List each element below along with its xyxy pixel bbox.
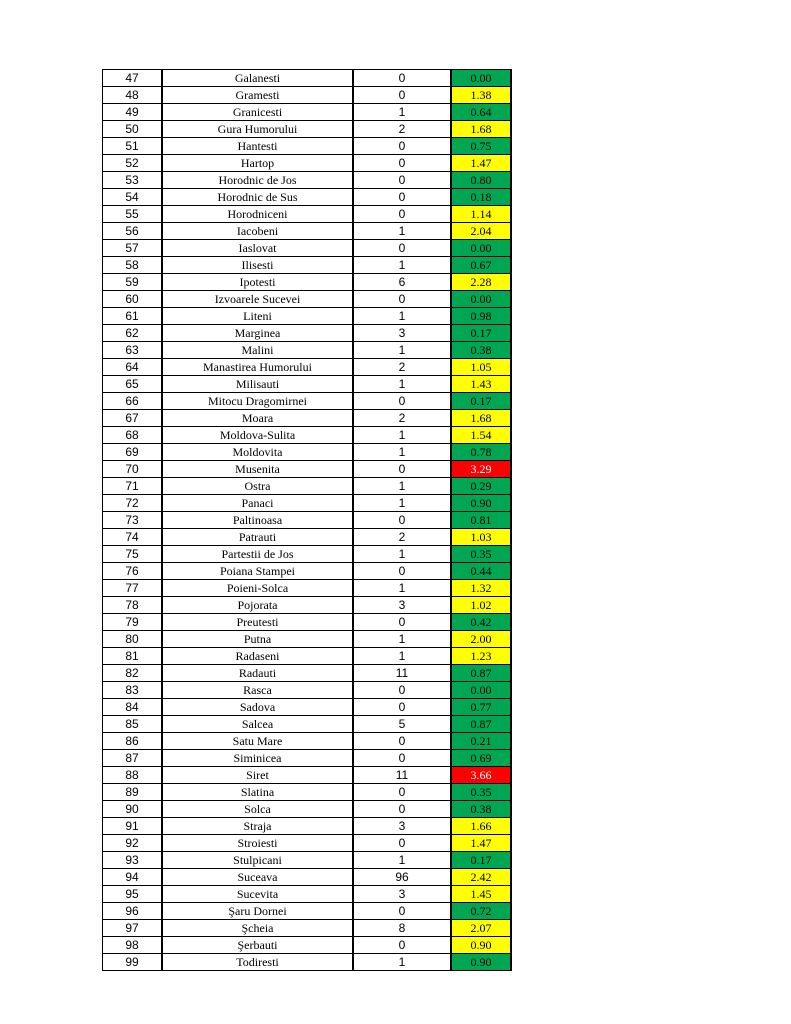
locality-name-cell: Ipotesti [162, 274, 353, 291]
rate-cell: 1.38 [451, 87, 511, 104]
row-number-cell: 58 [103, 257, 163, 274]
rate-cell: 0.21 [451, 733, 511, 750]
locality-name-cell: Sadova [162, 699, 353, 716]
rate-cell: 3.29 [451, 461, 511, 478]
row-number-cell: 89 [103, 784, 163, 801]
locality-name-cell: Hartop [162, 155, 353, 172]
table-row [103, 223, 512, 240]
locality-name-cell: Izvoarele Sucevei [162, 291, 353, 308]
table-row [103, 444, 512, 461]
table-row [103, 903, 512, 920]
row-number-cell: 84 [103, 699, 163, 716]
table-row [103, 308, 512, 325]
rate-cell: 0.90 [451, 954, 511, 971]
table-row [103, 631, 512, 648]
table-row [103, 359, 512, 376]
table-row [103, 869, 512, 886]
count-cell: 1 [353, 580, 451, 597]
locality-name-cell: Moldova-Sulita [162, 427, 353, 444]
table-row [103, 648, 512, 665]
rate-cell: 1.47 [451, 155, 511, 172]
locality-name-cell: Gura Humorului [162, 121, 353, 138]
row-number-cell: 87 [103, 750, 163, 767]
row-number-cell: 94 [103, 869, 163, 886]
rate-cell: 1.45 [451, 886, 511, 903]
locality-name-cell: Horodnic de Jos [162, 172, 353, 189]
count-cell: 5 [353, 716, 451, 733]
row-number-cell: 65 [103, 376, 163, 393]
count-cell: 0 [353, 87, 451, 104]
table-row [103, 291, 512, 308]
locality-name-cell: Sucevita [162, 886, 353, 903]
count-cell: 0 [353, 784, 451, 801]
count-cell: 0 [353, 835, 451, 852]
table-row [103, 257, 512, 274]
row-number-cell: 96 [103, 903, 163, 920]
table-row [103, 784, 512, 801]
locality-name-cell: Manastirea Humorului [162, 359, 353, 376]
table-row [103, 767, 512, 784]
rate-cell: 0.00 [451, 291, 511, 308]
locality-name-cell: Stulpicani [162, 852, 353, 869]
rate-cell: 0.72 [451, 903, 511, 920]
row-number-cell: 97 [103, 920, 163, 937]
locality-name-cell: Preutesti [162, 614, 353, 631]
row-number-cell: 83 [103, 682, 163, 699]
count-cell: 1 [353, 631, 451, 648]
rate-cell: 0.69 [451, 750, 511, 767]
locality-name-cell: Malini [162, 342, 353, 359]
rate-cell: 1.05 [451, 359, 511, 376]
rate-cell: 1.43 [451, 376, 511, 393]
count-cell: 0 [353, 206, 451, 223]
row-number-cell: 88 [103, 767, 163, 784]
row-number-cell: 72 [103, 495, 163, 512]
locality-name-cell: Galanesti [162, 70, 353, 87]
rate-cell: 1.47 [451, 835, 511, 852]
table-row [103, 801, 512, 818]
locality-name-cell: Şaru Dornei [162, 903, 353, 920]
table-row [103, 393, 512, 410]
locality-name-cell: Şcheia [162, 920, 353, 937]
locality-name-cell: Straja [162, 818, 353, 835]
locality-name-cell: Siminicea [162, 750, 353, 767]
table-row [103, 70, 512, 87]
locality-name-cell: Mitocu Dragomirnei [162, 393, 353, 410]
rate-cell: 1.68 [451, 410, 511, 427]
locality-name-cell: Granicesti [162, 104, 353, 121]
rate-cell: 0.64 [451, 104, 511, 121]
row-number-cell: 75 [103, 546, 163, 563]
rate-cell: 2.07 [451, 920, 511, 937]
count-cell: 0 [353, 937, 451, 954]
locality-name-cell: Ostra [162, 478, 353, 495]
count-cell: 11 [353, 767, 451, 784]
count-cell: 3 [353, 597, 451, 614]
table-row [103, 546, 512, 563]
table-row [103, 155, 512, 172]
table-row [103, 495, 512, 512]
table-row [103, 410, 512, 427]
count-cell: 0 [353, 903, 451, 920]
count-cell: 0 [353, 138, 451, 155]
locality-name-cell: Iacobeni [162, 223, 353, 240]
row-number-cell: 57 [103, 240, 163, 257]
locality-name-cell: Horodnic de Sus [162, 189, 353, 206]
rate-cell: 1.54 [451, 427, 511, 444]
row-number-cell: 47 [103, 70, 163, 87]
rate-cell: 0.81 [451, 512, 511, 529]
count-cell: 1 [353, 954, 451, 971]
rate-cell: 0.17 [451, 325, 511, 342]
table-row [103, 87, 512, 104]
count-cell: 0 [353, 801, 451, 818]
locality-name-cell: Salcea [162, 716, 353, 733]
row-number-cell: 67 [103, 410, 163, 427]
table-row [103, 954, 512, 971]
locality-name-cell: Radaseni [162, 648, 353, 665]
rate-cell: 0.00 [451, 70, 511, 87]
count-cell: 1 [353, 104, 451, 121]
locality-name-cell: Siret [162, 767, 353, 784]
locality-name-cell: Liteni [162, 308, 353, 325]
count-cell: 1 [353, 648, 451, 665]
locality-name-cell: Partestii de Jos [162, 546, 353, 563]
count-cell: 2 [353, 410, 451, 427]
row-number-cell: 60 [103, 291, 163, 308]
table-row [103, 835, 512, 852]
table-row [103, 240, 512, 257]
locality-name-cell: Poieni-Solca [162, 580, 353, 597]
count-cell: 0 [353, 240, 451, 257]
count-cell: 0 [353, 189, 451, 206]
rate-cell: 0.00 [451, 240, 511, 257]
row-number-cell: 50 [103, 121, 163, 138]
table-row [103, 376, 512, 393]
row-number-cell: 85 [103, 716, 163, 733]
table-row [103, 121, 512, 138]
rate-cell: 0.98 [451, 308, 511, 325]
table-row [103, 342, 512, 359]
rate-cell: 1.32 [451, 580, 511, 597]
count-cell: 0 [353, 291, 451, 308]
rate-cell: 0.87 [451, 665, 511, 682]
table-body [103, 70, 512, 971]
locality-name-cell: Solca [162, 801, 353, 818]
row-number-cell: 77 [103, 580, 163, 597]
count-cell: 0 [353, 750, 451, 767]
rate-cell: 0.77 [451, 699, 511, 716]
rate-cell: 0.90 [451, 937, 511, 954]
locality-name-cell: Slatina [162, 784, 353, 801]
row-number-cell: 63 [103, 342, 163, 359]
rate-cell: 0.78 [451, 444, 511, 461]
table-row [103, 597, 512, 614]
count-cell: 1 [353, 223, 451, 240]
count-cell: 1 [353, 546, 451, 563]
row-number-cell: 86 [103, 733, 163, 750]
row-number-cell: 98 [103, 937, 163, 954]
row-number-cell: 52 [103, 155, 163, 172]
row-number-cell: 53 [103, 172, 163, 189]
rate-cell: 0.90 [451, 495, 511, 512]
count-cell: 0 [353, 699, 451, 716]
table-row [103, 172, 512, 189]
count-cell: 0 [353, 172, 451, 189]
table-row [103, 699, 512, 716]
row-number-cell: 69 [103, 444, 163, 461]
count-cell: 1 [353, 852, 451, 869]
row-number-cell: 95 [103, 886, 163, 903]
table-row [103, 427, 512, 444]
row-number-cell: 59 [103, 274, 163, 291]
rate-cell: 0.18 [451, 189, 511, 206]
count-cell: 1 [353, 257, 451, 274]
row-number-cell: 74 [103, 529, 163, 546]
rate-cell: 0.38 [451, 801, 511, 818]
table-row [103, 886, 512, 903]
count-cell: 11 [353, 665, 451, 682]
count-cell: 1 [353, 478, 451, 495]
rate-cell: 0.80 [451, 172, 511, 189]
count-cell: 3 [353, 818, 451, 835]
table-row [103, 274, 512, 291]
table-row [103, 461, 512, 478]
table-row [103, 325, 512, 342]
locality-name-cell: Panaci [162, 495, 353, 512]
locality-name-cell: Moldovita [162, 444, 353, 461]
rate-cell: 0.17 [451, 393, 511, 410]
count-cell: 0 [353, 614, 451, 631]
row-number-cell: 82 [103, 665, 163, 682]
locality-name-cell: Paltinoasa [162, 512, 353, 529]
row-number-cell: 51 [103, 138, 163, 155]
rate-cell: 0.35 [451, 546, 511, 563]
rate-cell: 1.14 [451, 206, 511, 223]
rate-cell: 0.42 [451, 614, 511, 631]
row-number-cell: 62 [103, 325, 163, 342]
rate-cell: 0.38 [451, 342, 511, 359]
locality-name-cell: Moara [162, 410, 353, 427]
count-cell: 0 [353, 733, 451, 750]
rate-cell: 0.67 [451, 257, 511, 274]
locality-name-cell: Gramesti [162, 87, 353, 104]
row-number-cell: 81 [103, 648, 163, 665]
locality-name-cell: Rasca [162, 682, 353, 699]
locality-name-cell: Marginea [162, 325, 353, 342]
table-row [103, 563, 512, 580]
locality-name-cell: Musenita [162, 461, 353, 478]
rate-cell: 0.75 [451, 138, 511, 155]
count-cell: 1 [353, 495, 451, 512]
locality-name-cell: Horodniceni [162, 206, 353, 223]
count-cell: 3 [353, 886, 451, 903]
locality-name-cell: Hantesti [162, 138, 353, 155]
row-number-cell: 48 [103, 87, 163, 104]
locality-name-cell: Pojorata [162, 597, 353, 614]
row-number-cell: 70 [103, 461, 163, 478]
row-number-cell: 66 [103, 393, 163, 410]
rate-cell: 2.04 [451, 223, 511, 240]
row-number-cell: 71 [103, 478, 163, 495]
table-row [103, 750, 512, 767]
rate-cell: 0.29 [451, 478, 511, 495]
count-cell: 0 [353, 70, 451, 87]
row-number-cell: 79 [103, 614, 163, 631]
count-cell: 96 [353, 869, 451, 886]
table-row [103, 937, 512, 954]
row-number-cell: 68 [103, 427, 163, 444]
rate-cell: 0.44 [451, 563, 511, 580]
count-cell: 1 [353, 444, 451, 461]
row-number-cell: 54 [103, 189, 163, 206]
count-cell: 3 [353, 325, 451, 342]
row-number-cell: 92 [103, 835, 163, 852]
rate-cell: 2.00 [451, 631, 511, 648]
locality-name-cell: Suceava [162, 869, 353, 886]
count-cell: 0 [353, 682, 451, 699]
rate-cell: 1.68 [451, 121, 511, 138]
table-row [103, 614, 512, 631]
row-number-cell: 49 [103, 104, 163, 121]
count-cell: 1 [353, 427, 451, 444]
locality-name-cell: Putna [162, 631, 353, 648]
rate-cell: 2.42 [451, 869, 511, 886]
count-cell: 2 [353, 121, 451, 138]
row-number-cell: 93 [103, 852, 163, 869]
row-number-cell: 80 [103, 631, 163, 648]
row-number-cell: 78 [103, 597, 163, 614]
locality-name-cell: Milisauti [162, 376, 353, 393]
rate-cell: 1.03 [451, 529, 511, 546]
locality-name-cell: Poiana Stampei [162, 563, 353, 580]
count-cell: 8 [353, 920, 451, 937]
rate-cell: 3.66 [451, 767, 511, 784]
count-cell: 1 [353, 376, 451, 393]
table-row [103, 206, 512, 223]
row-number-cell: 99 [103, 954, 163, 971]
locality-name-cell: Satu Mare [162, 733, 353, 750]
table-row [103, 665, 512, 682]
rate-cell: 0.17 [451, 852, 511, 869]
count-cell: 2 [353, 359, 451, 376]
locality-name-cell: Stroiesti [162, 835, 353, 852]
count-cell: 1 [353, 308, 451, 325]
table-row [103, 733, 512, 750]
row-number-cell: 91 [103, 818, 163, 835]
locality-name-cell: Todiresti [162, 954, 353, 971]
rate-cell: 0.00 [451, 682, 511, 699]
table-row [103, 478, 512, 495]
row-number-cell: 55 [103, 206, 163, 223]
locality-name-cell: Ilisesti [162, 257, 353, 274]
rate-cell: 1.02 [451, 597, 511, 614]
locality-name-cell: Şerbauti [162, 937, 353, 954]
row-number-cell: 64 [103, 359, 163, 376]
row-number-cell: 73 [103, 512, 163, 529]
count-cell: 2 [353, 529, 451, 546]
table-row [103, 138, 512, 155]
rate-cell: 1.23 [451, 648, 511, 665]
table-row [103, 920, 512, 937]
count-cell: 0 [353, 512, 451, 529]
count-cell: 0 [353, 461, 451, 478]
rate-cell: 2.28 [451, 274, 511, 291]
table-row [103, 104, 512, 121]
table-row [103, 682, 512, 699]
count-cell: 0 [353, 155, 451, 172]
table-row [103, 529, 512, 546]
row-number-cell: 90 [103, 801, 163, 818]
row-number-cell: 56 [103, 223, 163, 240]
rate-cell: 1.66 [451, 818, 511, 835]
locality-name-cell: Radauti [162, 665, 353, 682]
localities-table [102, 69, 512, 971]
locality-name-cell: Patrauti [162, 529, 353, 546]
row-number-cell: 76 [103, 563, 163, 580]
count-cell: 1 [353, 342, 451, 359]
table-row [103, 852, 512, 869]
rate-cell: 0.87 [451, 716, 511, 733]
rate-cell: 0.35 [451, 784, 511, 801]
table-row [103, 580, 512, 597]
count-cell: 0 [353, 393, 451, 410]
row-number-cell: 61 [103, 308, 163, 325]
count-cell: 0 [353, 563, 451, 580]
table-row [103, 716, 512, 733]
table-row [103, 818, 512, 835]
locality-name-cell: Iaslovat [162, 240, 353, 257]
count-cell: 6 [353, 274, 451, 291]
table-row [103, 189, 512, 206]
table-row [103, 512, 512, 529]
